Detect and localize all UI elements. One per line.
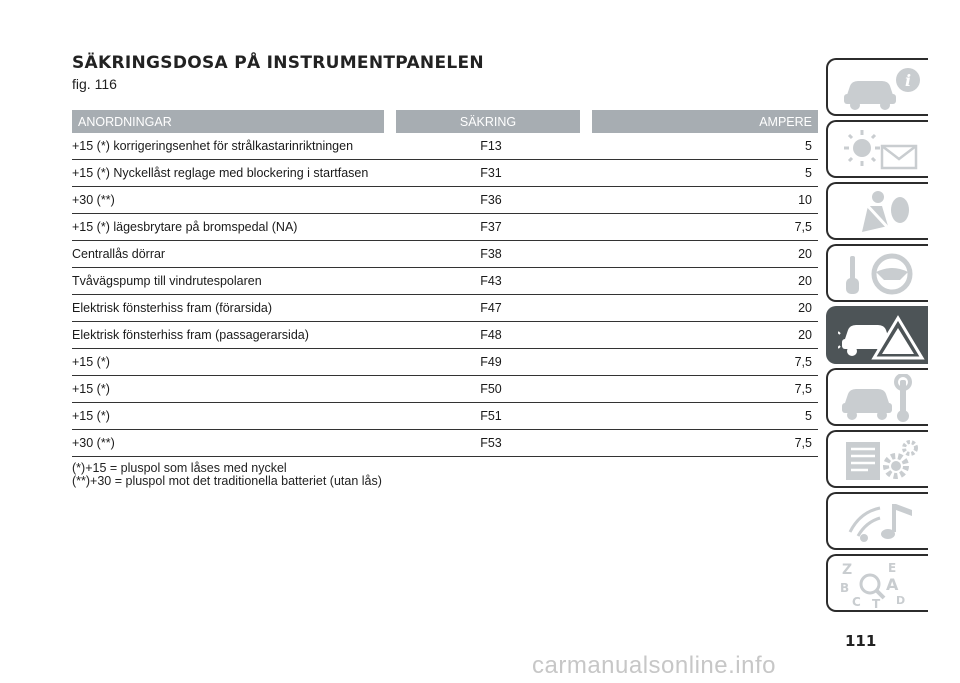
fuse-cell: F13 (396, 133, 592, 160)
footnote-single-asterisk: (*)+15 = pluspol som låses med nyckel (72, 461, 287, 475)
multimedia-music-icon (838, 498, 930, 548)
svg-text:Z: Z (842, 562, 853, 578)
device-cell: Elektrisk fönsterhiss fram (passagerarsida) (72, 322, 396, 349)
fuse-cell: F47 (396, 295, 592, 322)
svg-text:E: E (888, 561, 897, 575)
warning-lights-message-icon (838, 126, 930, 176)
tab-car-info[interactable] (826, 58, 928, 116)
svg-text:T: T (872, 597, 881, 610)
table-row (72, 268, 818, 295)
device-cell: +30 (**) (72, 430, 396, 457)
airbag-seatbelt-icon (838, 188, 930, 238)
device-cell: Elektrisk fönsterhiss fram (förarsida) (72, 295, 396, 322)
header-fuse: SÄKRING (396, 110, 592, 133)
ampere-cell: 20 (592, 268, 818, 295)
fuse-cell: F37 (396, 214, 592, 241)
device-cell: Centrallås dörrar (72, 241, 396, 268)
device-cell: Tvåvägspump till vindrutespolaren (72, 268, 396, 295)
svg-text:D: D (896, 594, 906, 607)
table-row (72, 430, 818, 457)
device-cell: +30 (**) (72, 187, 396, 214)
fuse-cell: F38 (396, 241, 592, 268)
device-cell: +15 (*) lägesbrytare på bromspedal (NA) (72, 214, 396, 241)
table-row (72, 376, 818, 403)
fuse-cell: F53 (396, 430, 592, 457)
tab-in-emergency[interactable] (826, 306, 928, 364)
car-info-icon (838, 64, 930, 114)
fuse-cell: F31 (396, 160, 592, 187)
table-row (72, 403, 818, 430)
footnotes (72, 462, 382, 488)
header-ampere: AMPERE (592, 110, 818, 133)
device-cell: +15 (*) (72, 403, 396, 430)
tab-technical-data[interactable] (826, 430, 928, 488)
device-cell: +15 (*) Nyckellåst reglage med blockering i startfasen (72, 160, 396, 187)
table-row (72, 214, 818, 241)
tab-index[interactable] (826, 554, 928, 612)
alphabetical-index-icon (838, 560, 930, 610)
header-devices: ANORDNINGAR (72, 110, 396, 133)
svg-text:A: A (886, 575, 899, 594)
ampere-cell: 10 (592, 187, 818, 214)
fuse-cell: F48 (396, 322, 592, 349)
table-row (72, 133, 818, 160)
table-row (72, 295, 818, 322)
table-row (72, 187, 818, 214)
svg-text:B: B (840, 581, 850, 595)
table-row (72, 241, 818, 268)
device-cell: +15 (*) (72, 349, 396, 376)
ampere-cell: 7,5 (592, 430, 818, 457)
ampere-cell: 20 (592, 322, 818, 349)
figure-reference: fig. 116 (72, 76, 117, 92)
fuse-table (72, 110, 818, 457)
device-cell: +15 (*) korrigeringsenhet för strålkastarinriktningen (72, 133, 396, 160)
page-title: SÄKRINGSDOSA PÅ INSTRUMENTPANELEN (72, 53, 484, 73)
fuse-cell: F50 (396, 376, 592, 403)
fuse-cell: F51 (396, 403, 592, 430)
tab-warning-lights[interactable] (826, 120, 928, 178)
ampere-cell: 20 (592, 241, 818, 268)
table-header-row (72, 110, 818, 133)
ampere-cell: 7,5 (592, 349, 818, 376)
car-maintenance-wrench-icon (838, 374, 930, 424)
ampere-cell: 5 (592, 403, 818, 430)
ampere-cell: 5 (592, 133, 818, 160)
tab-multimedia[interactable] (826, 492, 928, 550)
svg-text:C: C (852, 595, 861, 609)
fuse-cell: F49 (396, 349, 592, 376)
ampere-cell: 7,5 (592, 376, 818, 403)
fuse-cell: F36 (396, 187, 592, 214)
page-number: 111 (845, 632, 877, 650)
tab-starting-driving[interactable] (826, 244, 928, 302)
ampere-cell: 5 (592, 160, 818, 187)
fuse-cell: F43 (396, 268, 592, 295)
footnote-double-asterisk: (**)+30 = pluspol mot det traditionella batteriet (utan lås) (72, 474, 382, 488)
car-breakdown-triangle-icon (838, 312, 930, 362)
table-row (72, 322, 818, 349)
watermark: carmanualsonline.info (532, 652, 776, 679)
tab-maintenance[interactable] (826, 368, 928, 426)
technical-data-gear-icon (838, 436, 930, 486)
table-row (72, 160, 818, 187)
key-steering-wheel-icon (838, 250, 930, 300)
ampere-cell: 7,5 (592, 214, 818, 241)
svg-text:i: i (905, 71, 912, 90)
table-row (72, 349, 818, 376)
ampere-cell: 20 (592, 295, 818, 322)
tab-safety[interactable] (826, 182, 928, 240)
device-cell: +15 (*) (72, 376, 396, 403)
